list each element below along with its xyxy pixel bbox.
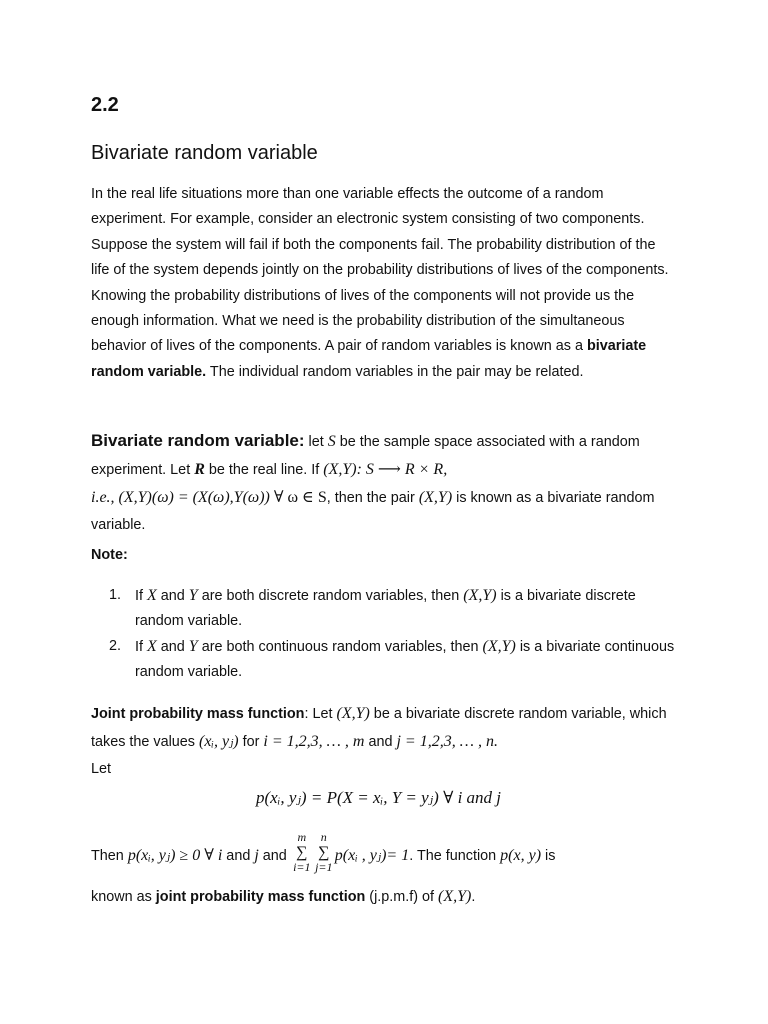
sum-lower: i=1 [293,860,311,874]
known-text: . [471,889,476,905]
definition-text: let [304,434,328,450]
list-text: are both continuous random variables, then [197,639,483,655]
list-text: If [135,588,147,604]
jpmf-lead: Joint probability mass function [91,706,305,722]
jpmf-text: Let [91,761,112,777]
math-forall: ∀ ω ∈ S [269,489,327,506]
section-title: Bivariate random variable [91,142,318,164]
math-X: X [147,587,157,604]
list-item [109,583,679,634]
intro-bold: bivariate random variable. [91,338,647,380]
math-i-range: i = 1,2,3, … , m [263,733,365,750]
math-pair: (X,Y) [463,587,497,604]
known-bold: joint probability mass function [155,889,366,905]
jpmf-paragraph [91,700,681,783]
intro-tail: The individual random variables in the pair may be related. [206,363,584,380]
then-text: . The function [409,847,501,864]
then-text: Then [91,847,128,864]
sum-upper: n [320,830,327,844]
math-pair: (X,Y) [336,705,370,722]
definition-text: be the sample space associated with a random experiment. Let [91,434,640,478]
intro-text: In the real life situations more than one variable effects the outcome of a random experiment. For example, consider an electronic system consisting of two components. Suppose the system will fail if both the components fail. The probability distribution of the life of the system depends jointly on the probability distributions of lives of the components. Knowing the probability distributions of lives of the components will not provide us the enough information. What we need is the probability distribution of the simultaneous behavior of lives of the components. A pair of random variables is known as a [91,186,669,355]
note-heading: Note: [91,547,128,563]
math-pair: (X,Y) [482,638,516,655]
list-number: 1. [109,587,122,603]
list-text: is a bivariate discrete random variable. [135,588,636,629]
known-as-line [91,888,475,906]
list-text: are both discrete random variables, then [197,588,464,604]
sigma-icon: ∑ [296,844,308,861]
note-list [109,583,679,685]
then-line [91,830,691,876]
display-equation: p(xᵢ, yⱼ) = P(X = xᵢ, Y = yⱼ) ∀ i and j [256,788,502,807]
math-X: X [147,638,157,655]
jpmf-text: be a bivariate discrete random variable, which takes the values [91,706,667,750]
known-text: (j.p.m.f) of [365,889,439,905]
list-text: and [156,588,189,604]
math-ie: i.e., (X,Y)(ω) = (X(ω),Y(ω)) [91,489,270,506]
definition-text: is known as a bivariate random variable. [91,490,655,533]
list-item [109,634,679,685]
math-pair: (X,Y) [418,489,453,506]
list-text: is a bivariate continuous random variable. [135,639,675,680]
sum-upper: m [297,830,307,844]
math-R: R [194,461,205,478]
list-text: and [156,639,189,655]
definition-text: , then the pair [326,490,419,506]
definition-text: be the real line. If [204,462,324,478]
definition-paragraph [91,427,681,539]
math-j-range: j = 1,2,3, … , n. [396,733,498,750]
known-text: known as [91,889,156,905]
then-text: and [258,847,291,864]
math-j: j [254,846,259,864]
math-summand: p(xᵢ , yⱼ)= 1 [334,846,410,864]
definition-lead: Bivariate random variable: [91,431,305,450]
math-function: p(x, y) [500,846,542,864]
math-Y: Y [188,587,198,604]
math-inequality: p(xᵢ, yⱼ) ≥ 0 ∀ i [127,846,223,864]
math-pair: (X,Y) [438,888,472,905]
sum-i [291,830,313,876]
list-text: If [135,639,147,655]
jpmf-text: for [238,734,264,750]
list-number: 2. [109,638,122,654]
math-values: (xᵢ, yⱼ) [199,733,239,750]
intro-paragraph [91,182,671,385]
then-text: is [541,847,556,864]
sum-lower: j=1 [315,860,333,874]
then-text: and [222,847,255,864]
jpmf-text: and [364,734,397,750]
sigma-icon: ∑ [318,844,330,861]
sum-j [313,830,335,876]
section-number: 2.2 [91,94,119,116]
math-Y: Y [188,638,198,655]
jpmf-text: : Let [304,706,337,722]
math-mapping: (X,Y): S ⟶ R × R, [323,461,448,478]
math-S: S [327,433,336,450]
